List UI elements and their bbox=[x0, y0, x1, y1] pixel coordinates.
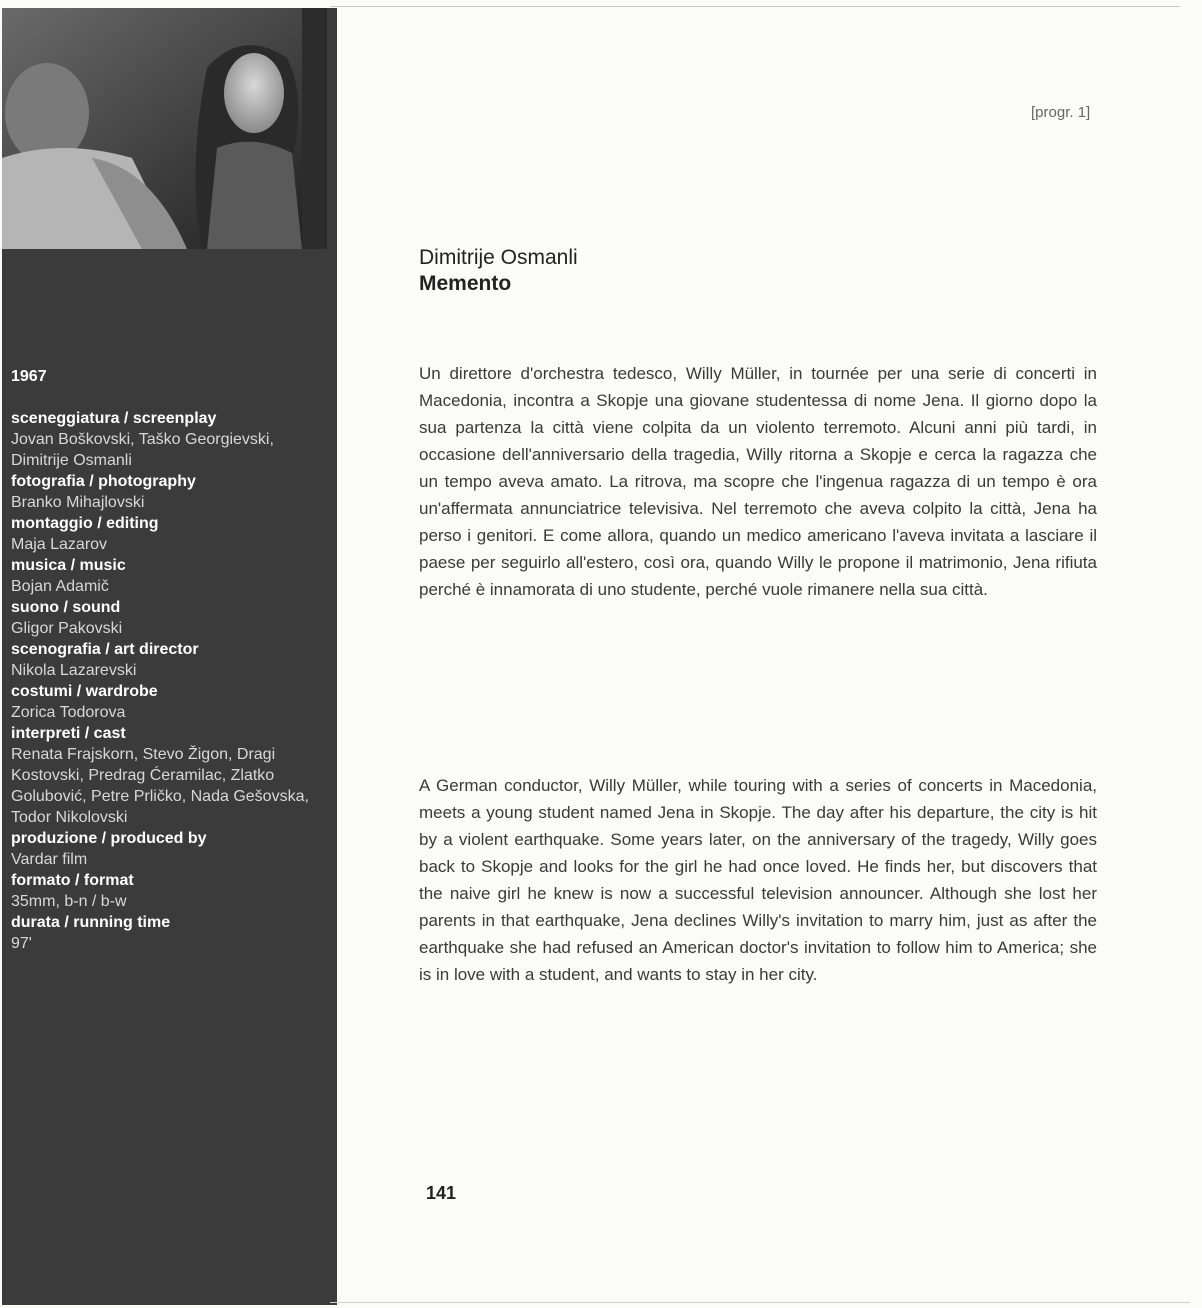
credit-value: Maja Lazarov bbox=[11, 536, 108, 553]
credit-value: Bojan Adamič bbox=[11, 578, 109, 595]
credits-sidebar bbox=[2, 8, 337, 1305]
credit-value: Gligor Pakovski bbox=[11, 620, 123, 637]
credit-role: formato / format bbox=[11, 872, 134, 889]
credit-value: Vardar film bbox=[11, 851, 88, 868]
credit-role: interpreti / cast bbox=[11, 725, 126, 742]
credit-role: musica / music bbox=[11, 557, 126, 574]
page-number: 141 bbox=[426, 1183, 457, 1203]
credit-role: scenografia / art director bbox=[11, 641, 199, 658]
credit-entry bbox=[11, 408, 331, 471]
credit-value: Jovan Boškovski, Taško Georgievski, Dimitrije Osmanli bbox=[11, 431, 274, 469]
credit-role: durata / running time bbox=[11, 914, 171, 931]
credit-role: suono / sound bbox=[11, 599, 121, 616]
credit-value: Nikola Lazarevski bbox=[11, 662, 137, 679]
credit-entry bbox=[11, 723, 331, 828]
credit-entry bbox=[11, 597, 331, 639]
film-credits bbox=[11, 368, 331, 954]
release-year: 1967 bbox=[11, 368, 47, 385]
credit-entry bbox=[11, 555, 331, 597]
page-top-rule bbox=[330, 6, 1180, 7]
credit-entry bbox=[11, 639, 331, 681]
credit-entry bbox=[11, 513, 331, 555]
credit-entry bbox=[11, 912, 331, 954]
credit-role: costumi / wardrobe bbox=[11, 683, 158, 700]
credit-role: sceneggiatura / screenplay bbox=[11, 410, 217, 427]
credit-entry bbox=[11, 870, 331, 912]
credit-value: 97' bbox=[11, 935, 32, 952]
credit-role: fotografia / photography bbox=[11, 473, 196, 490]
director-name: Dimitrije Osmanli bbox=[419, 246, 578, 269]
credit-entry bbox=[11, 471, 331, 513]
film-title: Memento bbox=[419, 272, 512, 295]
page-bottom-rule bbox=[330, 1302, 1190, 1303]
credit-entry bbox=[11, 828, 331, 870]
credit-value: Branko Mihajlovski bbox=[11, 494, 145, 511]
film-still-photo bbox=[2, 8, 327, 249]
synopsis-english: A German conductor, Willy Müller, while touring with a series of concerts in Macedonia, meets a young student named Jena in Skopje. The day after his departure, the city is hit by a violent earthquake. Some years later, on the anniversary of the tragedy, Willy goes back to Skopje and looks for the girl he had once loved. He finds her, but discovers that the naive girl he knew is now a successful television announcer. Although she lost her parents in that earthquake, Jena declines Willy's invitation to marry him, just as after the earthquake she had refused an American doctor's invitation to follow him to America; she is in love with a student, and wants to stay in her city. bbox=[419, 776, 1097, 984]
synopsis-italian: Un direttore d'orchestra tedesco, Willy Müller, in tournée per una serie di concerti in Macedonia, incontra a Skopje una giovane studentessa di nome Jena. Il giorno dopo la sua partenza la città viene colpita da un violento terremoto. Alcuni anni più tardi, in occasione dell'anniversario della tragedia, Willy ritorna a Skopje e cerca la ragazza che un tempo aveva amato. La ritrova, ma scopre che l'ingenua ragazza di un tempo è ora un'affermata annunciatrice televisiva. Nel terremoto che aveva colpito la città, Jena ha perso i genitori. E come allora, quando un medico americano l'aveva invitata a lasciare il paese per seguirlo all'estero, così ora, quando Willy le propone il matrimonio, Jena rifiuta perché è innamorata di uno studente, perché vuole rimanere nella sua città. bbox=[419, 364, 1097, 599]
credit-entry bbox=[11, 681, 331, 723]
program-tag: [progr. 1] bbox=[1031, 104, 1091, 121]
credit-value: Zorica Todorova bbox=[11, 704, 126, 721]
credit-role: montaggio / editing bbox=[11, 515, 159, 532]
film-still-image bbox=[2, 8, 327, 249]
credit-role: produzione / produced by bbox=[11, 830, 207, 847]
credit-value: 35mm, b-n / b-w bbox=[11, 893, 127, 910]
credit-value: Renata Frajskorn, Stevo Žigon, Dragi Kostovski, Predrag Ćeramilac, Zlatko Golubović, Petre Prličko, Nada Gešovska, Todor Nikolovski bbox=[11, 746, 309, 826]
